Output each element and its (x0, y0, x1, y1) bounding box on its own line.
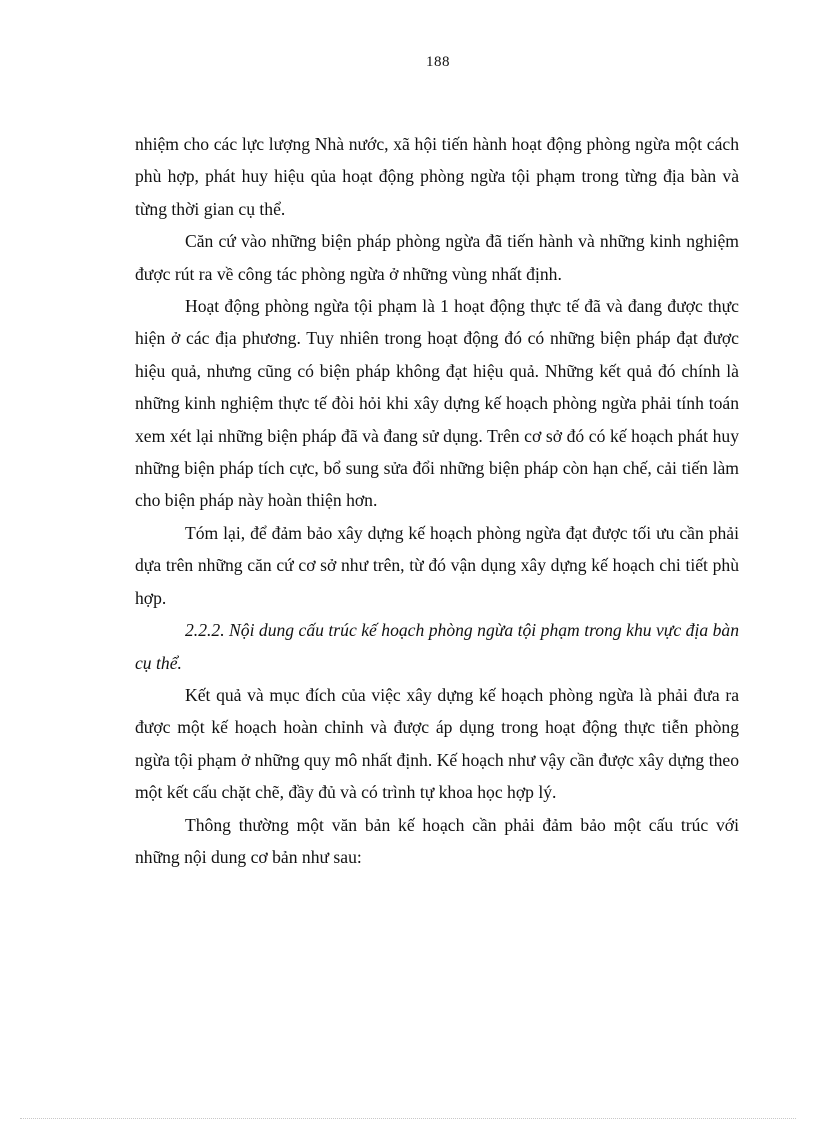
section-heading: 2.2.2. Nội dung cấu trúc kế hoạch phòng ngừa tội phạm trong khu vực địa bàn cụ thể. (135, 620, 739, 673)
paragraph-plan-structure: Thông thường một văn bản kế hoạch cần phải đảm bảo một cấu trúc với những nội dung cơ bản như sau: (135, 814, 739, 867)
paragraph-basis-experience: Căn cứ vào những biện pháp phòng ngừa đã tiến hành và những kinh nghiệm được rút ra về công tác phòng ngừa ở những vùng nhất định. (135, 231, 739, 284)
page-bottom-divider (20, 1118, 796, 1119)
page-number: 188 (426, 54, 450, 70)
paragraph-summary: Tóm lại, để đảm bảo xây dựng kế hoạch phòng ngừa đạt được tối ưu cần phải dựa trên những căn cứ cơ sở như trên, từ đó vận dụng xây dựng kế hoạch chi tiết phù hợp. (135, 522, 739, 608)
paragraph-prevention-activities: Hoạt động phòng ngừa tội phạm là 1 hoạt động thực tế đã và đang được thực hiện ở các địa phương. Tuy nhiên trong hoạt động đó có những biện pháp đạt được hiệu quả, nhưng cũng có biện pháp không đạt hiệu quả. Những kết quả đó chính là những kinh nghiệm thực tế đòi hỏi khi xây dựng kế hoạch phòng ngừa phải tính toán xem xét lại những biện pháp đã và đang sử dụng. Trên cơ sở đó có kế hoạch phát huy những biện pháp tích cực, bổ sung sửa đổi những biện pháp còn hạn chế, cải tiến làm cho biện pháp này hoàn thiện hơn. (135, 296, 739, 511)
paragraph-plan-purpose: Kết quả và mục đích của việc xây dựng kế hoạch phòng ngừa là phải đưa ra được một kế hoạch hoàn chỉnh và được áp dụng trong hoạt động thực tiễn phòng ngừa tội phạm ở những quy mô nhất định. Kế hoạch như vậy cần được xây dựng theo một kết cấu chặt chẽ, đầy đủ và có trình tự khoa học hợp lý. (135, 684, 739, 803)
paragraph-continuation: nhiệm cho các lực lượng Nhà nước, xã hội tiến hành hoạt động phòng ngừa một cách phù hợp, phát huy hiệu qủa hoạt động phòng ngừa tội phạm trong từng địa bàn và từng thời gian cụ thể. (135, 134, 739, 219)
document-body (135, 128, 739, 873)
